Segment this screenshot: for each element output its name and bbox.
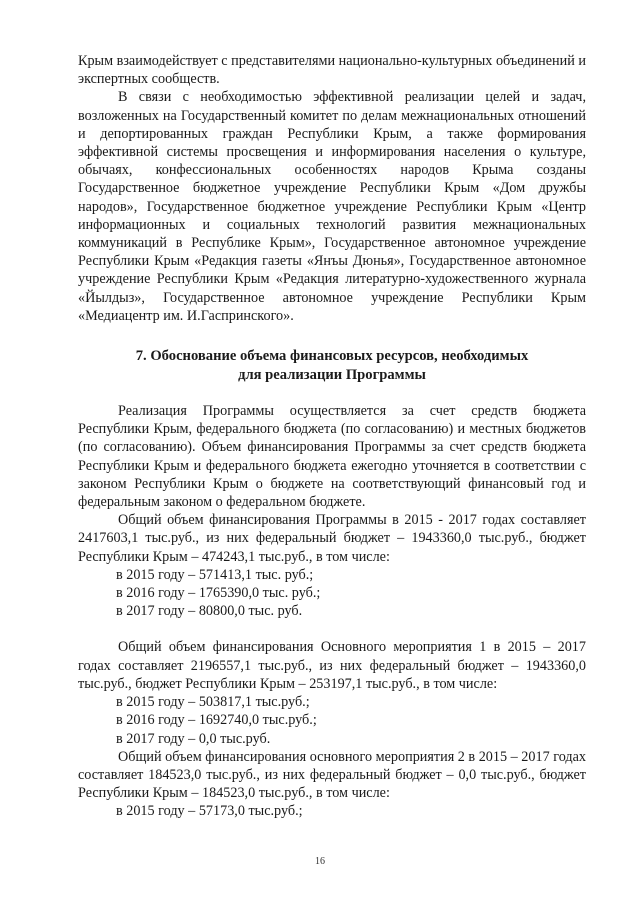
section-heading-line-2: для реализации Программы (238, 366, 426, 383)
context-paragraph: В связи с необходимостью эффективной реализации целей и задач, возложенных на Государственный комитет по делам межнациональных отношений и депортированных граждан Республики Крым, а также формирования эффективной системы просвещения и информирования населения о культуре, обычаях, конфессиональных особенностях народов Крыма созданы Государственное бюджетное учреждение Республики Крым «Дом дружбы народов», Государственное бюджетное учреждение Республики Крым «Центр информационных и социальных технологий развития межнациональных коммуникаций в Республике Крым», Государственное автономное учреждение Республики Крым «Редакция газеты «Янъы Дюнья», Государственное автономное учреждение Республики Крым «Редакция литературно-художественного журнала «Йылдыз», Государственное автономное учреждение Республики Крым «Медиацентр им. И.Гаспринского». (78, 89, 586, 324)
measure-2-paragraph: Общий объем финансирования основного мероприятия 2 в 2015 – 2017 годах составляет 184523,0 тыс.руб., из них федеральный бюджет – 0,0 тыс.руб., бюджет Республики Крым – 184523,0 тыс.руб., в том числе: (78, 748, 586, 802)
total-year-item: в 2017 году – 80800,0 тыс. руб. (116, 603, 303, 620)
measure-2-year-item: в 2015 году – 57173,0 тыс.руб.; (116, 803, 303, 820)
total-funding-paragraph: Общий объем финансирования Программы в 2015 - 2017 годах составляет 2417603,1 тыс.руб., из них федеральный бюджет – 1943360,0 тыс.руб., бюджет Республики Крым – 474243,1 тыс.руб., в том числе: (78, 512, 586, 565)
measure-1-year-item: в 2015 году – 503817,1 тыс.руб.; (116, 694, 310, 711)
page-content (78, 52, 586, 821)
intro-paragraph: Крым взаимодействует с представителями национально-культурных объединений и экспертных сообществ. (78, 53, 586, 88)
page-number: 16 (315, 856, 325, 867)
total-year-item: в 2015 году – 571413,1 тыс. руб.; (116, 566, 314, 583)
measure-1-paragraph: Общий объем финансирования Основного мероприятия 1 в 2015 – 2017 годах составляет 2196557,1 тыс.руб., из них федеральный бюджет – 1943360,0 тыс.руб., бюджет Республики Крым – 253197,1 тыс.руб., в том числе: (78, 639, 586, 692)
section-heading (78, 347, 586, 384)
funding-sources-paragraph: Реализация Программы осуществляется за счет средств бюджета Республики Крым, федерального бюджета (по согласованию) и местных бюджетов (по согласованию). Объем финансирования Программы за счет средств бюджета Республики Крым и федерального бюджета ежегодно уточняется в соответствии с законом Республики Крым о бюджете на соответствующий финансовый год и федеральным законом о федеральном бюджете. (78, 403, 586, 511)
total-year-item: в 2016 году – 1765390,0 тыс. руб.; (116, 585, 321, 602)
spacer (78, 620, 586, 638)
section-heading-line-1: 7. Обоснование объема финансовых ресурсов, необходимых (135, 348, 529, 365)
measure-1-year-item: в 2016 году – 1692740,0 тыс.руб.; (116, 712, 317, 729)
measure-1-year-item: в 2017 году – 0,0 тыс.руб. (116, 730, 271, 747)
